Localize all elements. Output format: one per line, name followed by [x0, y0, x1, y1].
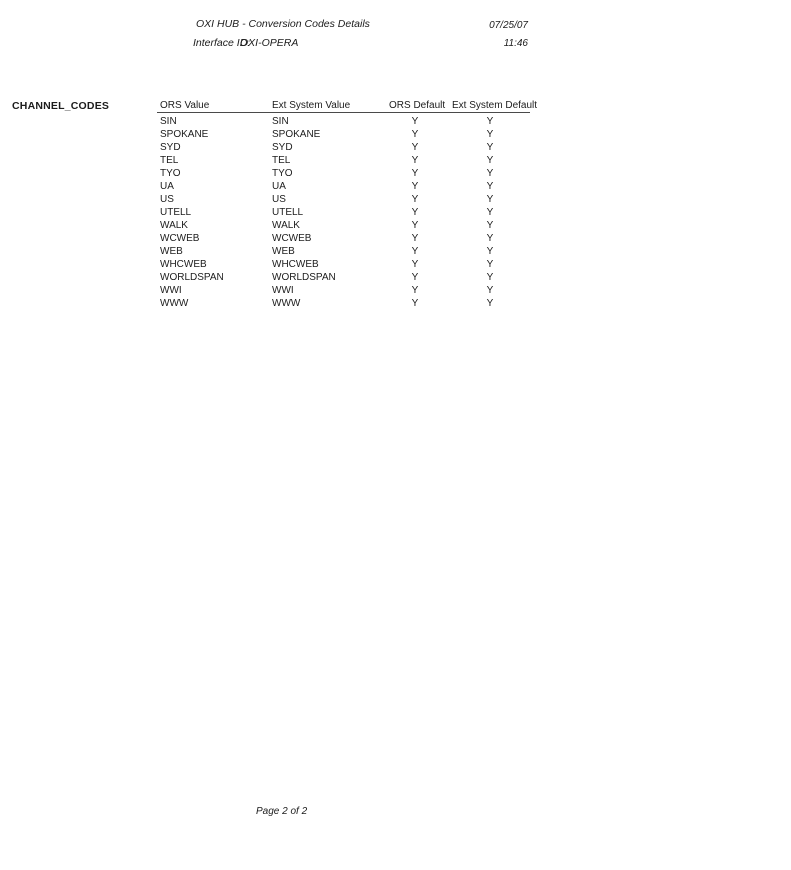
ext-system-default-cell: Y [486, 116, 494, 127]
table-row [0, 167, 791, 180]
ors-value-cell: SPOKANE [160, 129, 209, 140]
section-label-channel-codes: CHANNEL_CODES [12, 100, 110, 112]
table-row [0, 258, 791, 271]
ors-value-cell: WALK [160, 220, 188, 231]
table-row [0, 115, 791, 128]
report-date: 07/25/07 [489, 20, 528, 31]
table-row [0, 232, 791, 245]
ors-default-cell: Y [411, 116, 419, 127]
ors-default-cell: Y [411, 272, 419, 283]
ors-value-cell: TEL [160, 155, 179, 166]
table-row [0, 128, 791, 141]
ext-system-value-cell: SYD [272, 142, 293, 153]
ext-system-default-cell: Y [486, 285, 494, 296]
ext-system-default-cell: Y [486, 259, 494, 270]
ors-value-cell: UTELL [160, 207, 192, 218]
ors-default-cell: Y [411, 285, 419, 296]
interface-id-label: Interface ID: [193, 37, 251, 49]
ext-system-value-cell: WEB [272, 246, 295, 257]
ext-system-default-cell: Y [486, 298, 494, 309]
ors-value-cell: WEB [160, 246, 183, 257]
ext-system-value-cell: WWI [272, 285, 294, 296]
ors-value-cell: SYD [160, 142, 181, 153]
ext-system-value-cell: WCWEB [272, 233, 312, 244]
ors-value-cell: WWW [160, 298, 189, 309]
ext-system-value-cell: TYO [272, 168, 293, 179]
ext-system-value-cell: SIN [272, 116, 289, 127]
ext-system-default-cell: Y [486, 246, 494, 257]
ors-value-cell: WCWEB [160, 233, 200, 244]
column-header-ext-system-default: Ext System Default [452, 100, 538, 111]
table-body [0, 115, 791, 310]
table-row [0, 284, 791, 297]
table-row [0, 180, 791, 193]
column-header-ors-value: ORS Value [160, 100, 210, 111]
ors-default-cell: Y [411, 168, 419, 179]
table-row [0, 154, 791, 167]
ext-system-value-cell: WORLDSPAN [272, 272, 336, 283]
ext-system-value-cell: WALK [272, 220, 300, 231]
ors-value-cell: WORLDSPAN [160, 272, 224, 283]
ext-system-value-cell: US [272, 194, 286, 205]
ext-system-value-cell: SPOKANE [272, 129, 321, 140]
table-row [0, 297, 791, 310]
ors-default-cell: Y [411, 298, 419, 309]
ors-default-cell: Y [411, 220, 419, 231]
ors-value-cell: WWI [160, 285, 182, 296]
ors-default-cell: Y [411, 155, 419, 166]
ors-value-cell: TYO [160, 168, 181, 179]
table-row [0, 245, 791, 258]
table-row [0, 206, 791, 219]
ors-default-cell: Y [411, 207, 419, 218]
ors-default-cell: Y [411, 233, 419, 244]
ors-value-cell: UA [160, 181, 174, 192]
ext-system-default-cell: Y [486, 272, 494, 283]
table-row [0, 141, 791, 154]
ext-system-default-cell: Y [486, 181, 494, 192]
ext-system-value-cell: UA [272, 181, 286, 192]
ors-default-cell: Y [411, 194, 419, 205]
report-title: OXI HUB - Conversion Codes Details [196, 18, 370, 30]
interface-id-value: OXI-OPERA [240, 37, 299, 49]
report-time: 11:46 [503, 38, 528, 49]
ors-default-cell: Y [411, 129, 419, 140]
ors-value-cell: SIN [160, 116, 177, 127]
ext-system-value-cell: WWW [272, 298, 301, 309]
ors-default-cell: Y [411, 181, 419, 192]
ext-system-default-cell: Y [486, 220, 494, 231]
ext-system-default-cell: Y [486, 194, 494, 205]
ext-system-default-cell: Y [486, 142, 494, 153]
ors-default-cell: Y [411, 142, 419, 153]
ext-system-default-cell: Y [486, 129, 494, 140]
column-header-ors-default: ORS Default [389, 100, 446, 111]
ors-default-cell: Y [411, 246, 419, 257]
ext-system-value-cell: UTELL [272, 207, 304, 218]
ext-system-default-cell: Y [486, 155, 494, 166]
column-header-ext-system-value: Ext System Value [272, 100, 351, 111]
table-row [0, 219, 791, 232]
ors-value-cell: WHCWEB [160, 259, 207, 270]
column-header-underline [157, 112, 530, 113]
table-row [0, 193, 791, 206]
ors-default-cell: Y [411, 259, 419, 270]
ext-system-default-cell: Y [486, 168, 494, 179]
table-row [0, 271, 791, 284]
ext-system-default-cell: Y [486, 207, 494, 218]
ors-value-cell: US [160, 194, 174, 205]
page-number-footer: Page 2 of 2 [256, 806, 308, 817]
ext-system-default-cell: Y [486, 233, 494, 244]
ext-system-value-cell: TEL [272, 155, 291, 166]
ext-system-value-cell: WHCWEB [272, 259, 319, 270]
